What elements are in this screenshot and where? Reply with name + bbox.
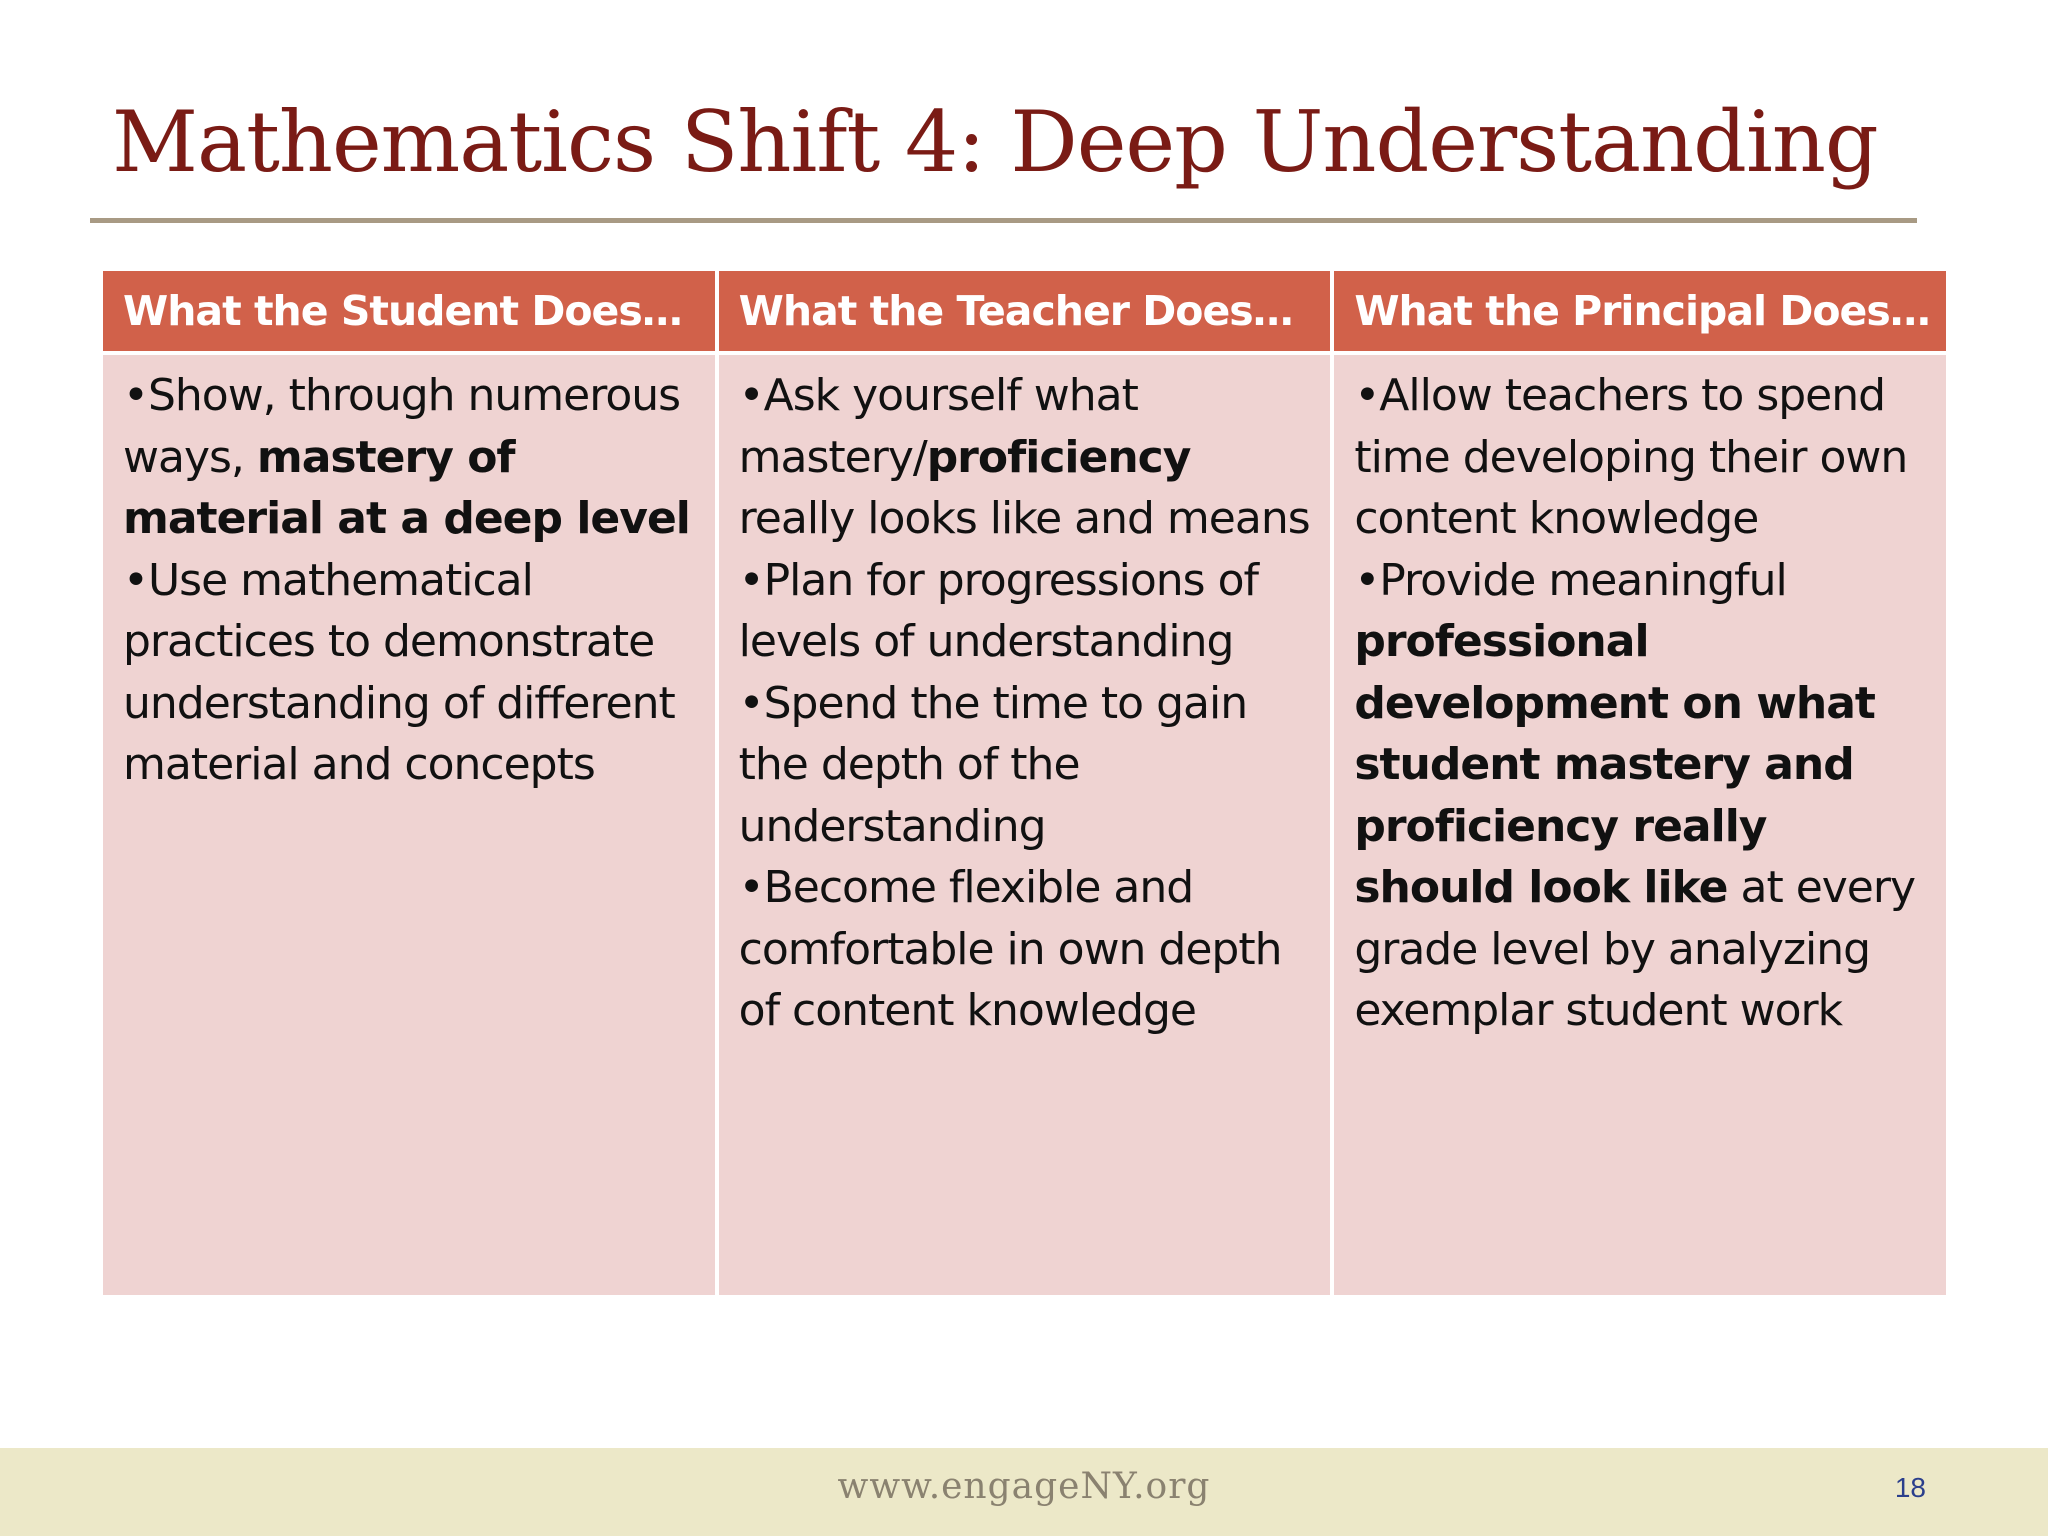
principal-bullet-2-text: •Provide meaningful: [1354, 554, 1787, 606]
header-student: What the Student Does…: [103, 271, 715, 351]
student-bullet-1-text: •Show, through numerous ways,: [123, 370, 681, 483]
student-bullet-1: [123, 365, 701, 550]
teacher-bullet-3: •Spend the time to gain the depth of the understanding: [738, 677, 1248, 852]
footer-url: www.engageNY.org: [837, 1466, 1211, 1507]
principal-bullet-2-tail: at every grade level by analyzing exemplar student work: [1354, 862, 1915, 1036]
teacher-cell: [719, 355, 1331, 1295]
teacher-bullet-1-tail: really looks like and means: [738, 493, 1310, 544]
teacher-bullet-1: [739, 365, 1317, 550]
slide-title: Mathematics Shift 4: Deep Understanding: [112, 93, 1878, 191]
teacher-bullet-1-emphasis: proficiency: [926, 431, 1191, 483]
page-number: 18: [1894, 1472, 1926, 1503]
roles-table: [103, 271, 1946, 1295]
principal-cell: [1334, 355, 1946, 1295]
title-divider: [90, 218, 1917, 223]
principal-bullet-1: •Allow teachers to spend time developing their own content knowledge: [1354, 370, 1908, 544]
student-cell: [103, 355, 715, 1295]
teacher-bullet-4: •Become flexible and comfortable in own depth of content knowledge: [738, 862, 1282, 1036]
student-bullet-2: •Use mathematical practices to demonstrate understanding of different material and concepts: [123, 554, 675, 790]
student-bullet-1-emphasis: mastery of material at a deep level: [123, 431, 690, 544]
header-principal: What the Principal Does…: [1334, 271, 1946, 351]
teacher-bullet-1-text: •Ask yourself what mastery/: [738, 370, 1138, 483]
principal-bullet-2-emphasis: professional development on what student mastery and proficiency really should look like: [1354, 616, 1875, 913]
teacher-bullet-2: •Plan for progressions of levels of understanding: [738, 554, 1258, 667]
header-teacher: What the Teacher Does…: [719, 271, 1331, 351]
principal-bullet-2: [1354, 550, 1932, 1042]
